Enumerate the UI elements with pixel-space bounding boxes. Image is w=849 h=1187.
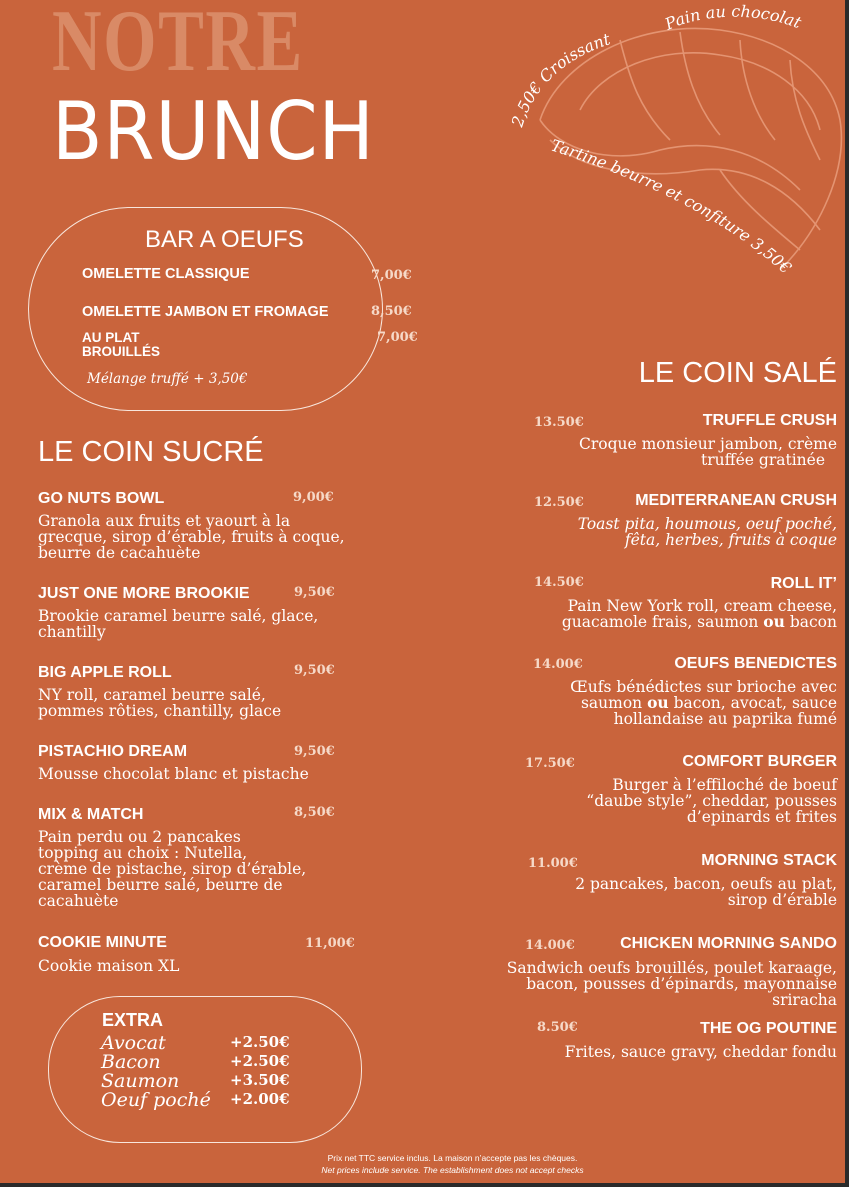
sucre-item-name: MIX & MATCH (38, 806, 144, 823)
sucre-item-price: 9,50€ (294, 585, 335, 600)
extra-item-name: Avocat (101, 1032, 166, 1054)
footer-note-fr: Prix net TTC service inclus. La maison n’accepte pas les chèques. (327, 1153, 578, 1163)
sale-item-name: TRUFFLE CRUSH (702, 412, 837, 429)
sucre-item-desc: NY roll, caramel beurre salé, pommes rôties, chantilly, glace (38, 686, 282, 720)
extra-prices (230, 1033, 290, 1109)
extra-list (101, 1034, 211, 1110)
bar-oeufs-item-name: OMELETTE JAMBON ET FROMAGE (82, 304, 329, 320)
extra-item-name: Oeuf poché (101, 1089, 211, 1111)
sale-item-desc: Toast pita, houmous, oeuf poché, fêta, herbes, fruits à coque (577, 515, 837, 549)
sale-item-desc: Frites, sauce gravy, cheddar fondu (564, 1043, 837, 1061)
sale-item-name: CHICKEN MORNING SANDO (620, 935, 837, 952)
extra-item-price: +3.50€ (230, 1071, 290, 1089)
bar-oeufs-note: Mélange truffé + 3,50€ (87, 371, 248, 387)
sucre-item-name: COOKIE MINUTE (38, 934, 167, 951)
sale-item-desc: Pain New York roll, cream cheese, guacamole frais, saumon ou bacon (561, 597, 837, 631)
sale-item-desc: Burger à l’effiloché de boeuf “daube style”, cheddar, pousses d’epinards et frites (586, 776, 837, 826)
bar-oeufs-item-name: OMELETTE CLASSIQUE (82, 266, 250, 282)
sale-item-desc: 2 pancakes, bacon, oeufs au plat, sirop d’érable (575, 875, 837, 909)
sale-item-price: 11.00€ (528, 856, 578, 871)
sucre-item-desc: Granola aux fruits et yaourt à la grecque, sirop d’érable, fruits à coque, beurre de cacahuète (38, 512, 345, 562)
title-notre: NOTRE (52, 0, 304, 90)
sale-item-name: OEUFS BENEDICTES (674, 655, 837, 672)
title-brunch: BRUNCH (52, 85, 375, 178)
sale-item-desc: Œufs bénédictes sur brioche avec saumon ou bacon, avocat, sauce hollandaise au paprika fumé (570, 678, 837, 728)
extra-item-price: +2.00€ (230, 1090, 290, 1108)
bar-oeufs-item-price: 8,50€ (371, 304, 412, 319)
extra-item-name: Bacon (101, 1051, 161, 1073)
sale-item-price: 14.00€ (525, 938, 575, 953)
sale-item-price: 14.50€ (534, 575, 584, 590)
sucre-item-price: 9,00€ (293, 490, 334, 505)
coin-sucre-title: LE COIN SUCRÉ (38, 436, 264, 468)
bar-oeufs-title: BAR A OEUFS (145, 226, 304, 253)
sale-item-name: THE OG POUTINE (700, 1020, 837, 1037)
sucre-item-price: 9,50€ (294, 744, 335, 759)
sale-item-name: MORNING STACK (701, 852, 837, 869)
sale-item-price: 17.50€ (525, 756, 575, 771)
sale-item-desc: Sandwich oeufs brouillés, poulet karaage, bacon, pousses d’épinards, mayonnaise sriracha (506, 959, 837, 1009)
sucre-item-price: 11,00€ (305, 936, 355, 951)
sucre-item-name: JUST ONE MORE BROOKIE (38, 585, 250, 602)
svg-text:2,50€ Croissant (507, 29, 613, 130)
sale-item-price: 14.00€ (533, 657, 583, 672)
svg-text:Pain au chocolat (661, 2, 804, 34)
viennoiseries-curved-text (480, 0, 845, 310)
bar-oeufs-item-name: BROUILLÉS (82, 344, 161, 359)
sucre-item-name: BIG APPLE ROLL (38, 664, 172, 681)
sucre-item-desc: Cookie maison XL (38, 957, 180, 975)
extra-item-price: +2.50€ (230, 1052, 290, 1070)
sucre-item-name: GO NUTS BOWL (38, 490, 165, 507)
sucre-item-price: 9,50€ (294, 663, 335, 678)
coin-sale-title: LE COIN SALÉ (638, 357, 837, 389)
sucre-item-desc: Pain perdu ou 2 pancakes topping au choix : Nutella, crème de pistache, sirop d’érable, caramel beurre salé, beurre de cacahuète (38, 828, 307, 910)
bar-oeufs-item-name: AU PLAT (82, 330, 140, 345)
svg-text:Tartine beurre et confiture 3, (549, 136, 796, 278)
footer-note-en: Net prices include service. The establishment does not accept checks (321, 1165, 584, 1175)
sale-item-name: ROLL IT’ (770, 575, 837, 592)
pain-au-chocolat-label: Pain au chocolat (662, 1, 804, 34)
tartine-label: Tartine beurre et confiture 3,50€ (548, 135, 796, 278)
sale-item-desc: Croque monsieur jambon, crème truffée gratinée (579, 435, 837, 469)
sale-item-price: 13.50€ (534, 415, 584, 430)
bar-oeufs-item-price: 7,00€ (371, 268, 412, 283)
sucre-item-desc: Mousse chocolat blanc et pistache (38, 765, 309, 783)
sale-item-price: 8.50€ (537, 1020, 578, 1035)
sale-item-name: COMFORT BURGER (682, 753, 837, 770)
bar-oeufs-item-price: 7,00€ (377, 330, 418, 345)
sucre-item-price: 8,50€ (294, 805, 335, 820)
croissant-label: 2,50€ Croissant (507, 29, 613, 130)
extra-title: EXTRA (102, 1010, 164, 1030)
sucre-item-desc: Brookie caramel beurre salé, glace, chantilly (38, 607, 319, 641)
sucre-item-name: PISTACHIO DREAM (38, 743, 188, 760)
sale-item-price: 12.50€ (534, 495, 584, 510)
extra-item-name: Saumon (101, 1070, 180, 1092)
extra-item-price: +2.50€ (230, 1033, 290, 1051)
sale-item-name: MEDITERRANEAN CRUSH (635, 492, 837, 509)
